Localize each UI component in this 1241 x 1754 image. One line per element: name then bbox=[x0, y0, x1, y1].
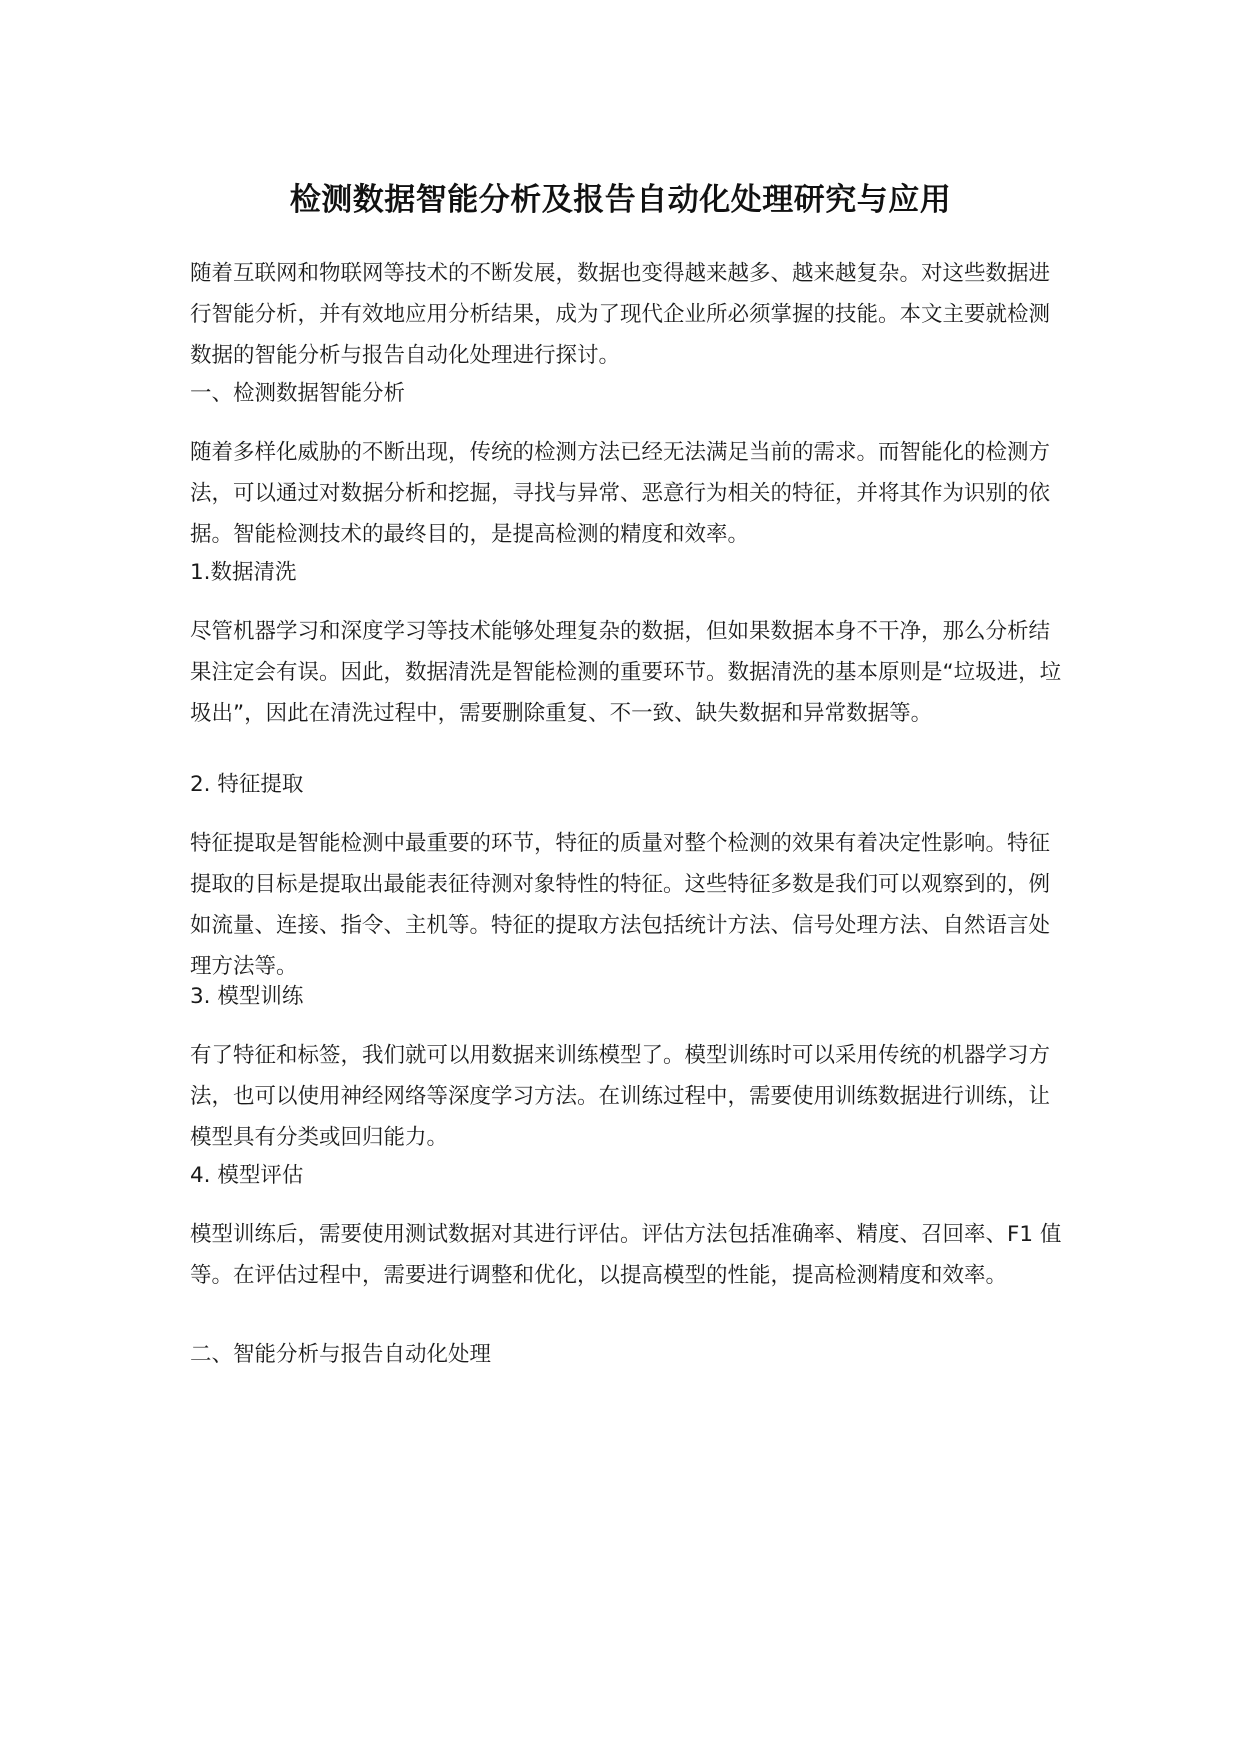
section1-paragraph: 随着多样化威胁的不断出现，传统的检测方法已经无法满足当前的需求。而智能化的检测方法，可以通过对数据分析和挖掘，寻找与异常、恶意行为相关的特征，并将其作为识别的依据。智能检测技术的最终目的，是提高检测的精度和效率。 bbox=[190, 440, 1051, 547]
subsection-heading-model-training: 3. 模型训练 bbox=[190, 984, 304, 1009]
document-title: 检测数据智能分析及报告自动化处理研究与应用 bbox=[289, 182, 952, 218]
intro-paragraph: 随着互联网和物联网等技术的不断发展，数据也变得越来越多、越来越复杂。对这些数据进行智能分析，并有效地应用分析结果，成为了现代企业所必须掌握的技能。本文主要就检测数据的智能分析与报告自动化处理进行探讨。 bbox=[190, 261, 1051, 368]
subsection-heading-feature-extraction: 2. 特征提取 bbox=[190, 772, 304, 797]
model-evaluation-paragraph: 模型训练后，需要使用测试数据对其进行评估。评估方法包括准确率、精度、召回率、F1 值等。在评估过程中，需要进行调整和优化，以提高模型的性能，提高检测精度和效率。 bbox=[190, 1222, 1062, 1288]
model-training-paragraph: 有了特征和标签，我们就可以用数据来训练模型了。模型训练时可以采用传统的机器学习方法，也可以使用神经网络等深度学习方法。在训练过程中，需要使用训练数据进行训练，让模型具有分类或回归能力。 bbox=[190, 1043, 1051, 1150]
subsection-heading-data-cleaning: 1.数据清洗 bbox=[190, 560, 297, 585]
data-cleaning-paragraph: 尽管机器学习和深度学习等技术能够处理复杂的数据，但如果数据本身不干净，那么分析结果注定会有误。因此，数据清洗是智能检测的重要环节。数据清洗的基本原则是“垃圾进，垃圾出”，因此在清洗过程中，需要删除重复、不一致、缺失数据和异常数据等。 bbox=[190, 619, 1062, 726]
section-heading-1: 一、检测数据智能分析 bbox=[190, 381, 406, 406]
subsection-heading-model-evaluation: 4. 模型评估 bbox=[190, 1163, 304, 1188]
feature-extraction-paragraph: 特征提取是智能检测中最重要的环节，特征的质量对整个检测的效果有着决定性影响。特征提取的目标是提取出最能表征待测对象特性的特征。这些特征多数是我们可以观察到的，例如流量、连接、指令、主机等。特征的提取方法包括统计方法、信号处理方法、自然语言处理方法等。 bbox=[190, 831, 1051, 979]
section-heading-2: 二、智能分析与报告自动化处理 bbox=[190, 1342, 492, 1367]
